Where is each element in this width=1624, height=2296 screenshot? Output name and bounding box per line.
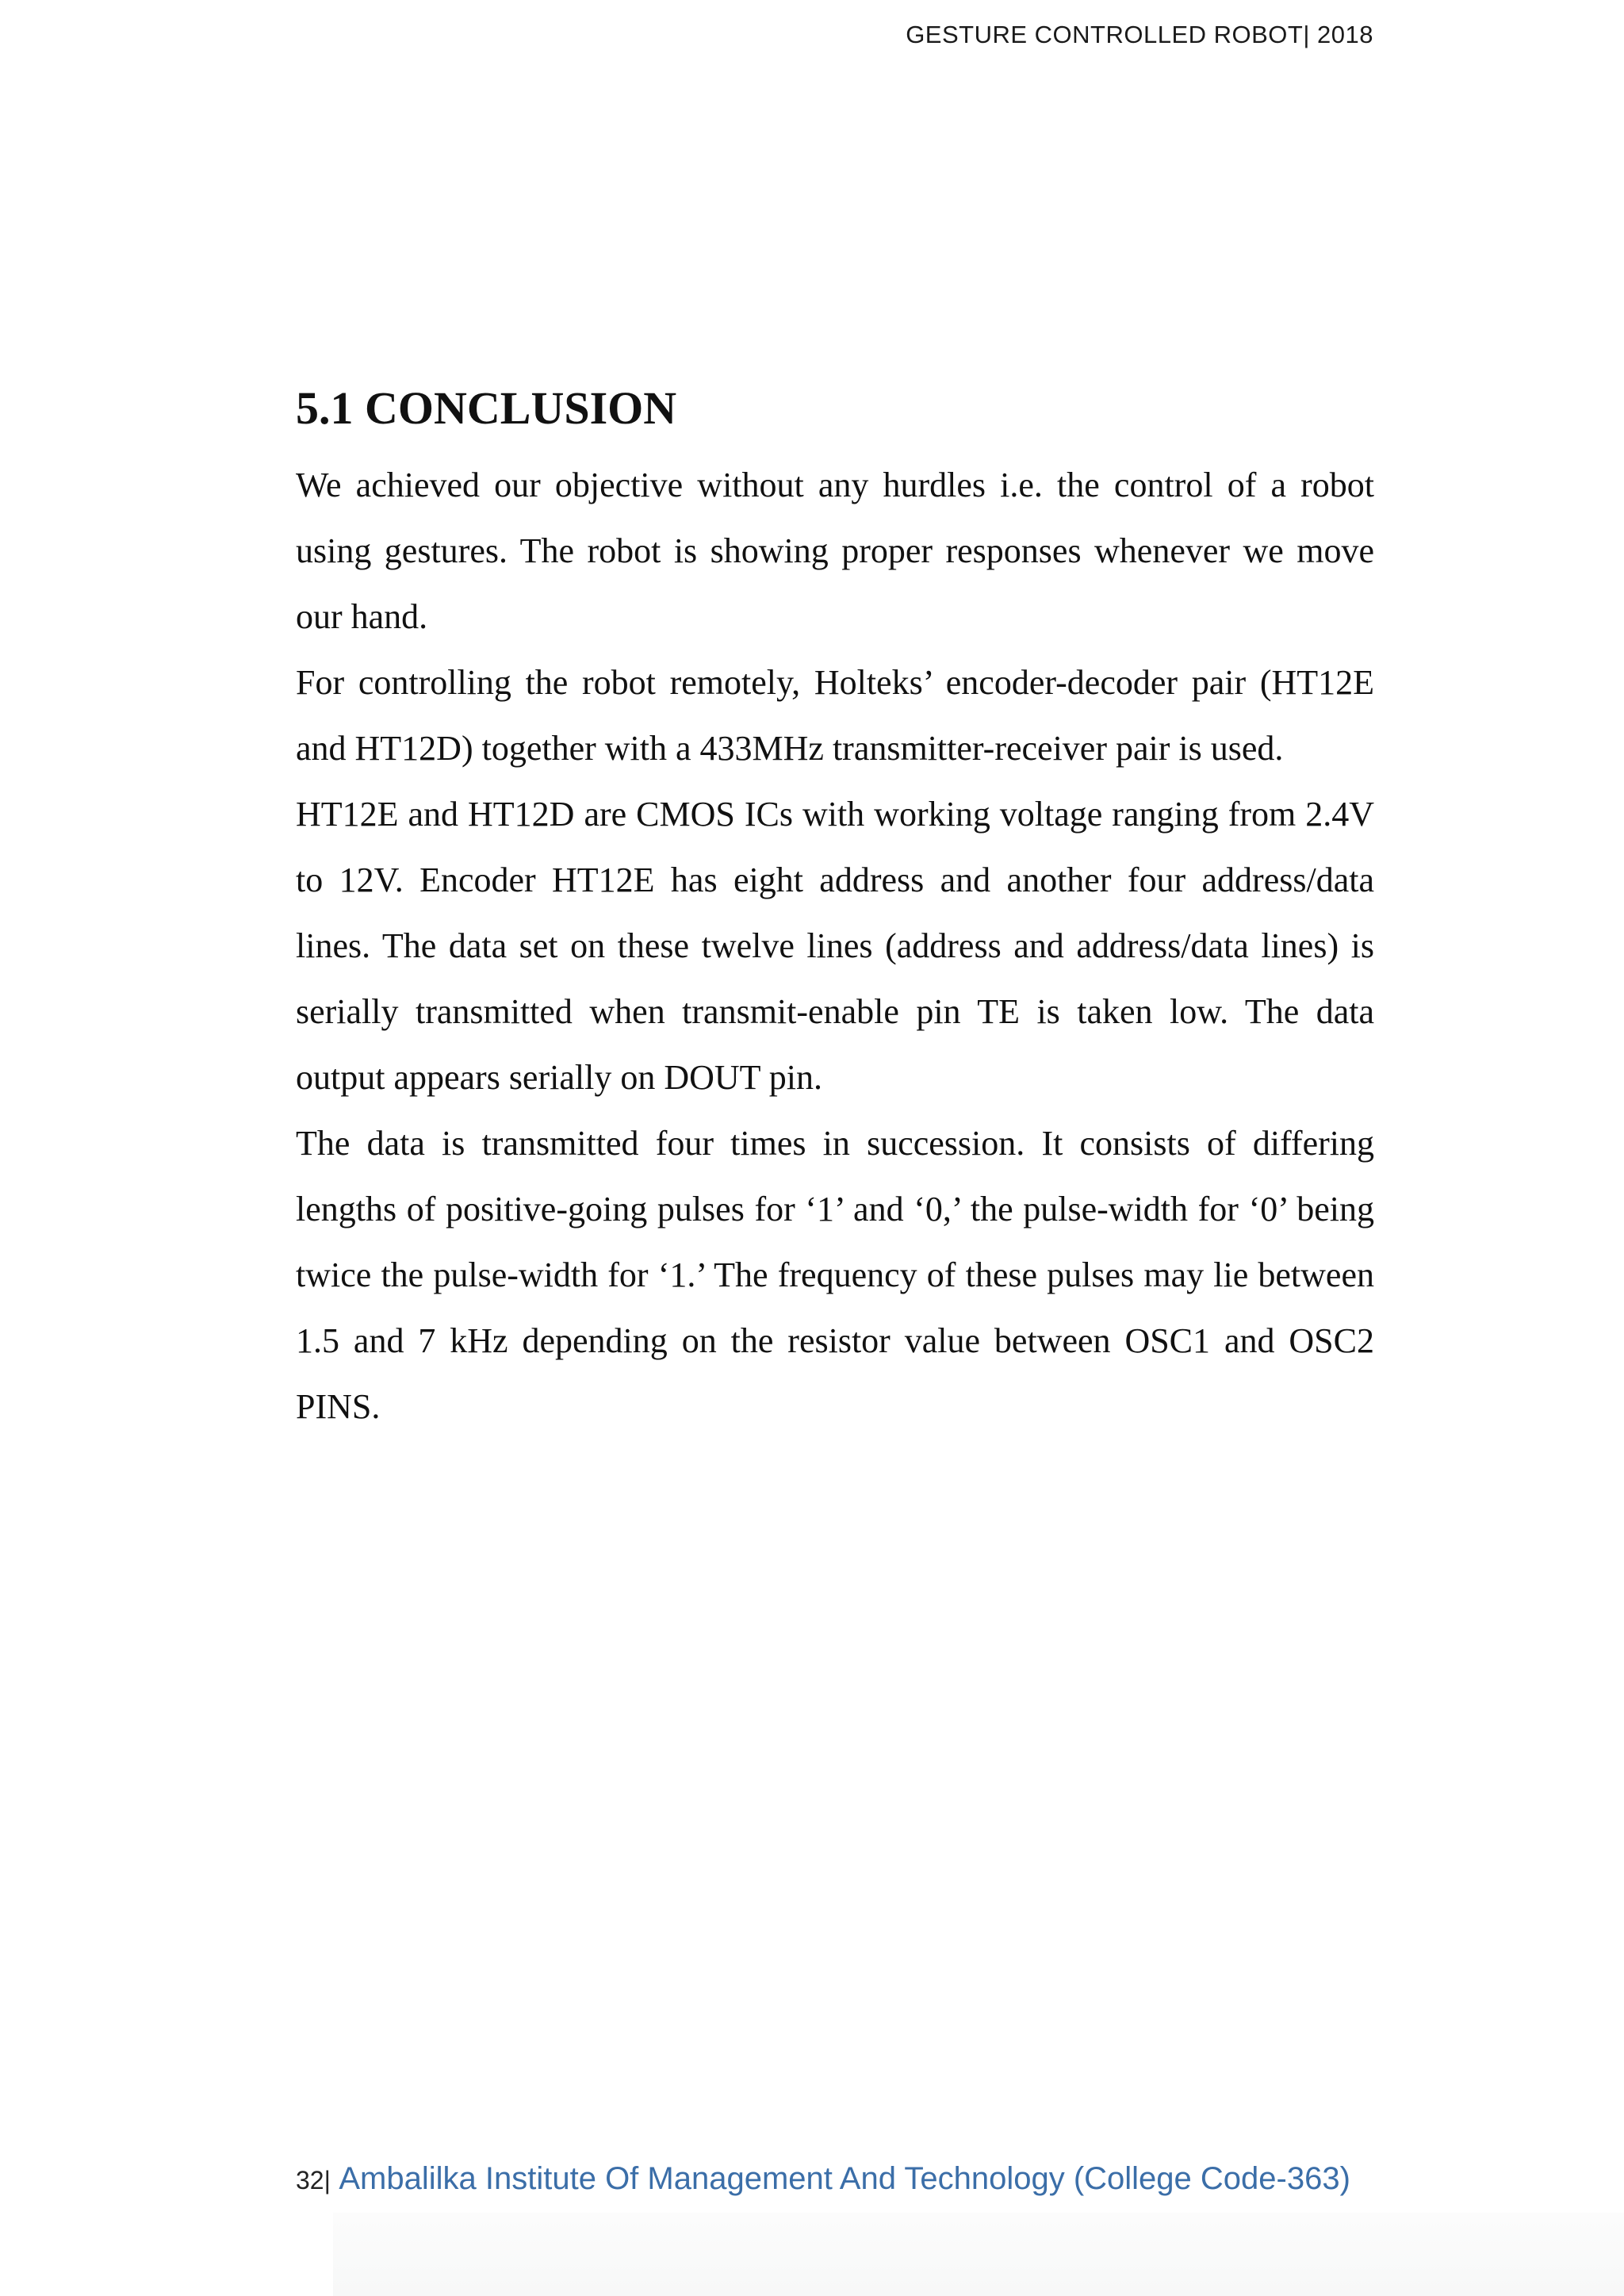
main-content <box>296 381 1374 1439</box>
paragraph-3: HT12E and HT12D are CMOS ICs with working voltage ranging from 2.4V to 12V. Encoder HT12E has eight address and another four address/data lines. The data set on these twelve lines (address and address/data lines) is serially transmitted when transmit-enable pin TE is taken low. The data output appears serially on DOUT pin. <box>296 795 1374 1097</box>
paragraph-1: We achieved our objective without any hurdles i.e. the control of a robot using gestures. The robot is showing proper responses whenever we move our hand. <box>296 466 1374 636</box>
section-heading: 5.1 CONCLUSION <box>296 382 677 434</box>
paragraph-4: The data is transmitted four times in succession. It consists of differing lengths of positive-going pulses for ‘1’ and ‘0,’ the pulse-width for ‘0’ being twice the pulse-width for ‘1.’ The frequency of these pulses may lie between 1.5 and 7 kHz depending on the resistor value between OSC1 and OSC2 PINS. <box>296 1124 1374 1426</box>
page-number: 32 <box>296 2166 324 2194</box>
paragraph-2: For controlling the robot remotely, Holteks’ encoder-decoder pair (HT12E and HT12D) together with a 433MHz transmitter-receiver pair is used. <box>296 663 1374 768</box>
running-header: GESTURE CONTROLLED ROBOT| 2018 <box>906 21 1373 48</box>
institute-name: Ambalilka Institute Of Management And Technology (College Code-363) <box>339 2161 1350 2196</box>
footer-shade <box>333 2213 1624 2296</box>
page-footer <box>296 2161 1350 2197</box>
footer-separator: | <box>324 2166 331 2194</box>
